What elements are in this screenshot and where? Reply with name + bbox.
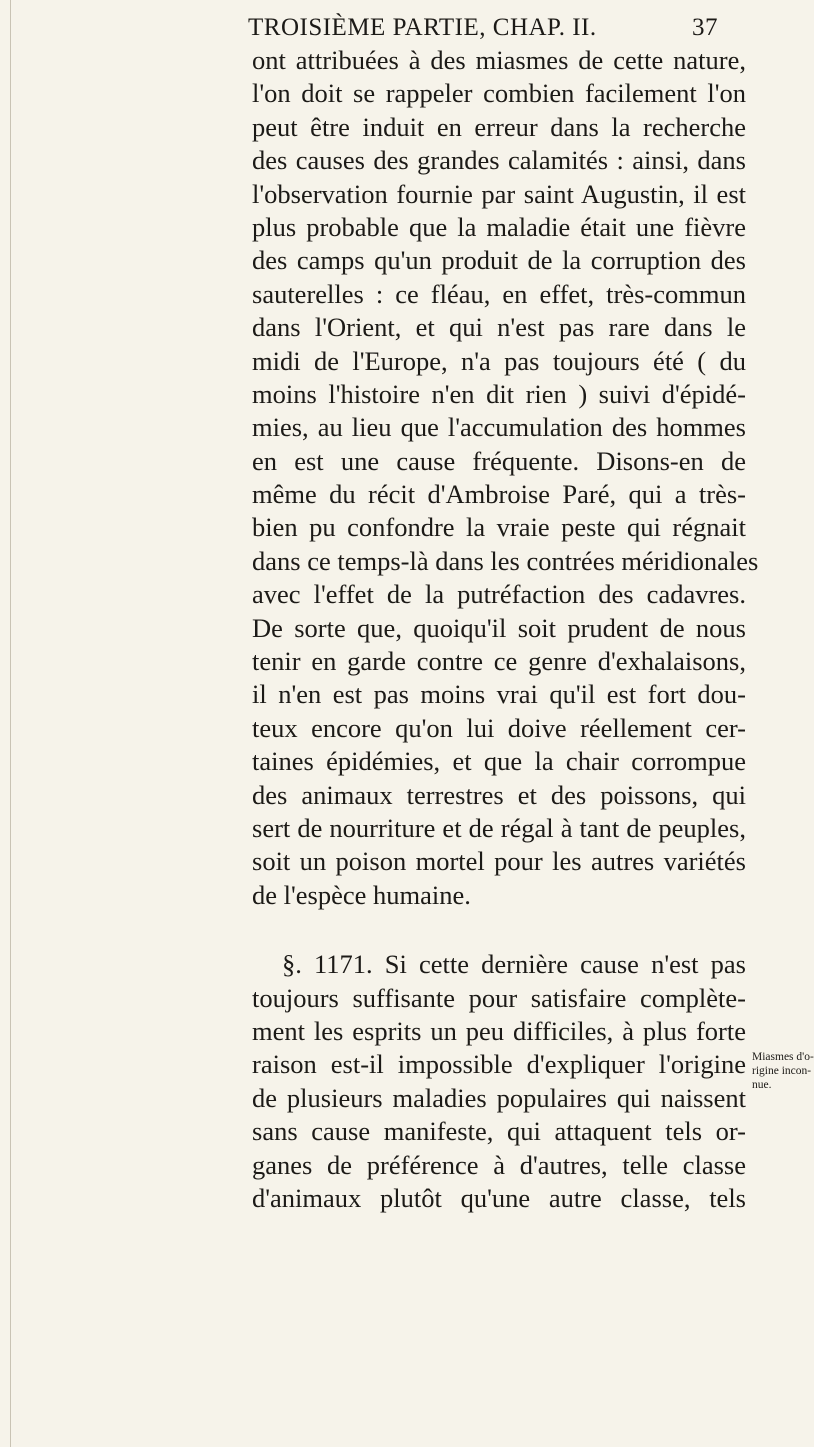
text-line: teux encore qu'on lui doive réellement cer- xyxy=(252,712,746,743)
text-line: De sorte que, quoiqu'il soit prudent de nous xyxy=(252,612,746,643)
text-line: de l'espèce humaine. xyxy=(252,879,471,910)
body-text xyxy=(252,44,759,1215)
running-title: TROISIÈME PARTIE, CHAP. II. xyxy=(248,14,597,41)
paragraph-spacer xyxy=(252,912,746,948)
text-line: ganes de préférence à d'autres, telle classe xyxy=(252,1149,746,1180)
paragraph-2 xyxy=(252,948,746,1215)
text-line: toujours suffisante pour satisfaire complète- xyxy=(252,982,746,1013)
text-line: l'observation fournie par saint Augustin, il est xyxy=(252,178,746,209)
text-line: bien pu confondre la vraie peste qui régnait xyxy=(252,512,746,543)
text-line: des causes des grandes calamités : ainsi, dans xyxy=(252,145,746,176)
text-line: taines épidémies, et que la chair corrompue xyxy=(252,746,746,777)
text-line: sauterelles : ce fléau, en effet, très-commun xyxy=(252,278,746,309)
text-line: même du récit d'Ambroise Paré, qui a très- xyxy=(252,479,746,510)
text-line: dans l'Orient, et qui n'est pas rare dans le xyxy=(252,312,746,343)
text-line: il n'en est pas moins vrai qu'il est fort dou- xyxy=(252,679,746,710)
text-line: dans ce temps-là dans les contrées méridionales xyxy=(252,545,759,576)
margin-note xyxy=(752,1050,814,1092)
margin-note-line: rigine incon- xyxy=(752,1065,812,1077)
page-header xyxy=(248,14,718,46)
text-line: en est une cause fréquente. Disons-en de xyxy=(252,445,746,476)
page-number: 37 xyxy=(692,14,718,41)
text-line: mies, au lieu que l'accumulation des hommes xyxy=(252,412,746,443)
text-line: d'animaux plutôt qu'une autre classe, tels xyxy=(252,1182,746,1213)
text-line: moins l'histoire n'en dit rien ) suivi d'épidé- xyxy=(252,378,746,409)
text-line: ont attribuées à des miasmes de cette nature, xyxy=(252,45,746,75)
margin-note-line: nue. xyxy=(752,1079,772,1091)
text-line: sans cause manifeste, qui attaquent tels or- xyxy=(252,1116,746,1147)
margin-note-line: Miasmes d'o- xyxy=(752,1051,814,1063)
text-line: soit un poison mortel pour les autres variétés xyxy=(252,846,746,877)
text-line: plus probable que la maladie était une fièvre xyxy=(252,211,746,242)
text-line: midi de l'Europe, n'a pas toujours été ( du xyxy=(252,345,746,376)
text-line: ment les esprits un peu difficiles, à plus forte xyxy=(252,1015,746,1046)
text-line: sert de nourriture et de régal à tant de peuples, xyxy=(252,812,746,843)
text-line: raison est-il impossible d'expliquer l'origine xyxy=(252,1049,746,1080)
text-line: avec l'effet de la putréfaction des cadavres. xyxy=(252,579,746,610)
text-line: l'on doit se rappeler combien facilement l'on xyxy=(252,78,746,109)
paragraph-1 xyxy=(252,44,759,912)
text-line: de plusieurs maladies populaires qui naissent xyxy=(252,1082,746,1113)
section-line: §. 1171. Si cette dernière cause n'est pas xyxy=(282,949,746,980)
text-line: des animaux terrestres et des poissons, qui xyxy=(252,779,746,810)
text-line: des camps qu'un produit de la corruption des xyxy=(252,245,746,276)
page-gutter-edge xyxy=(10,0,11,1447)
text-line: peut être induit en erreur dans la recherche xyxy=(252,111,746,142)
text-line: tenir en garde contre ce genre d'exhalaisons, xyxy=(252,646,746,677)
